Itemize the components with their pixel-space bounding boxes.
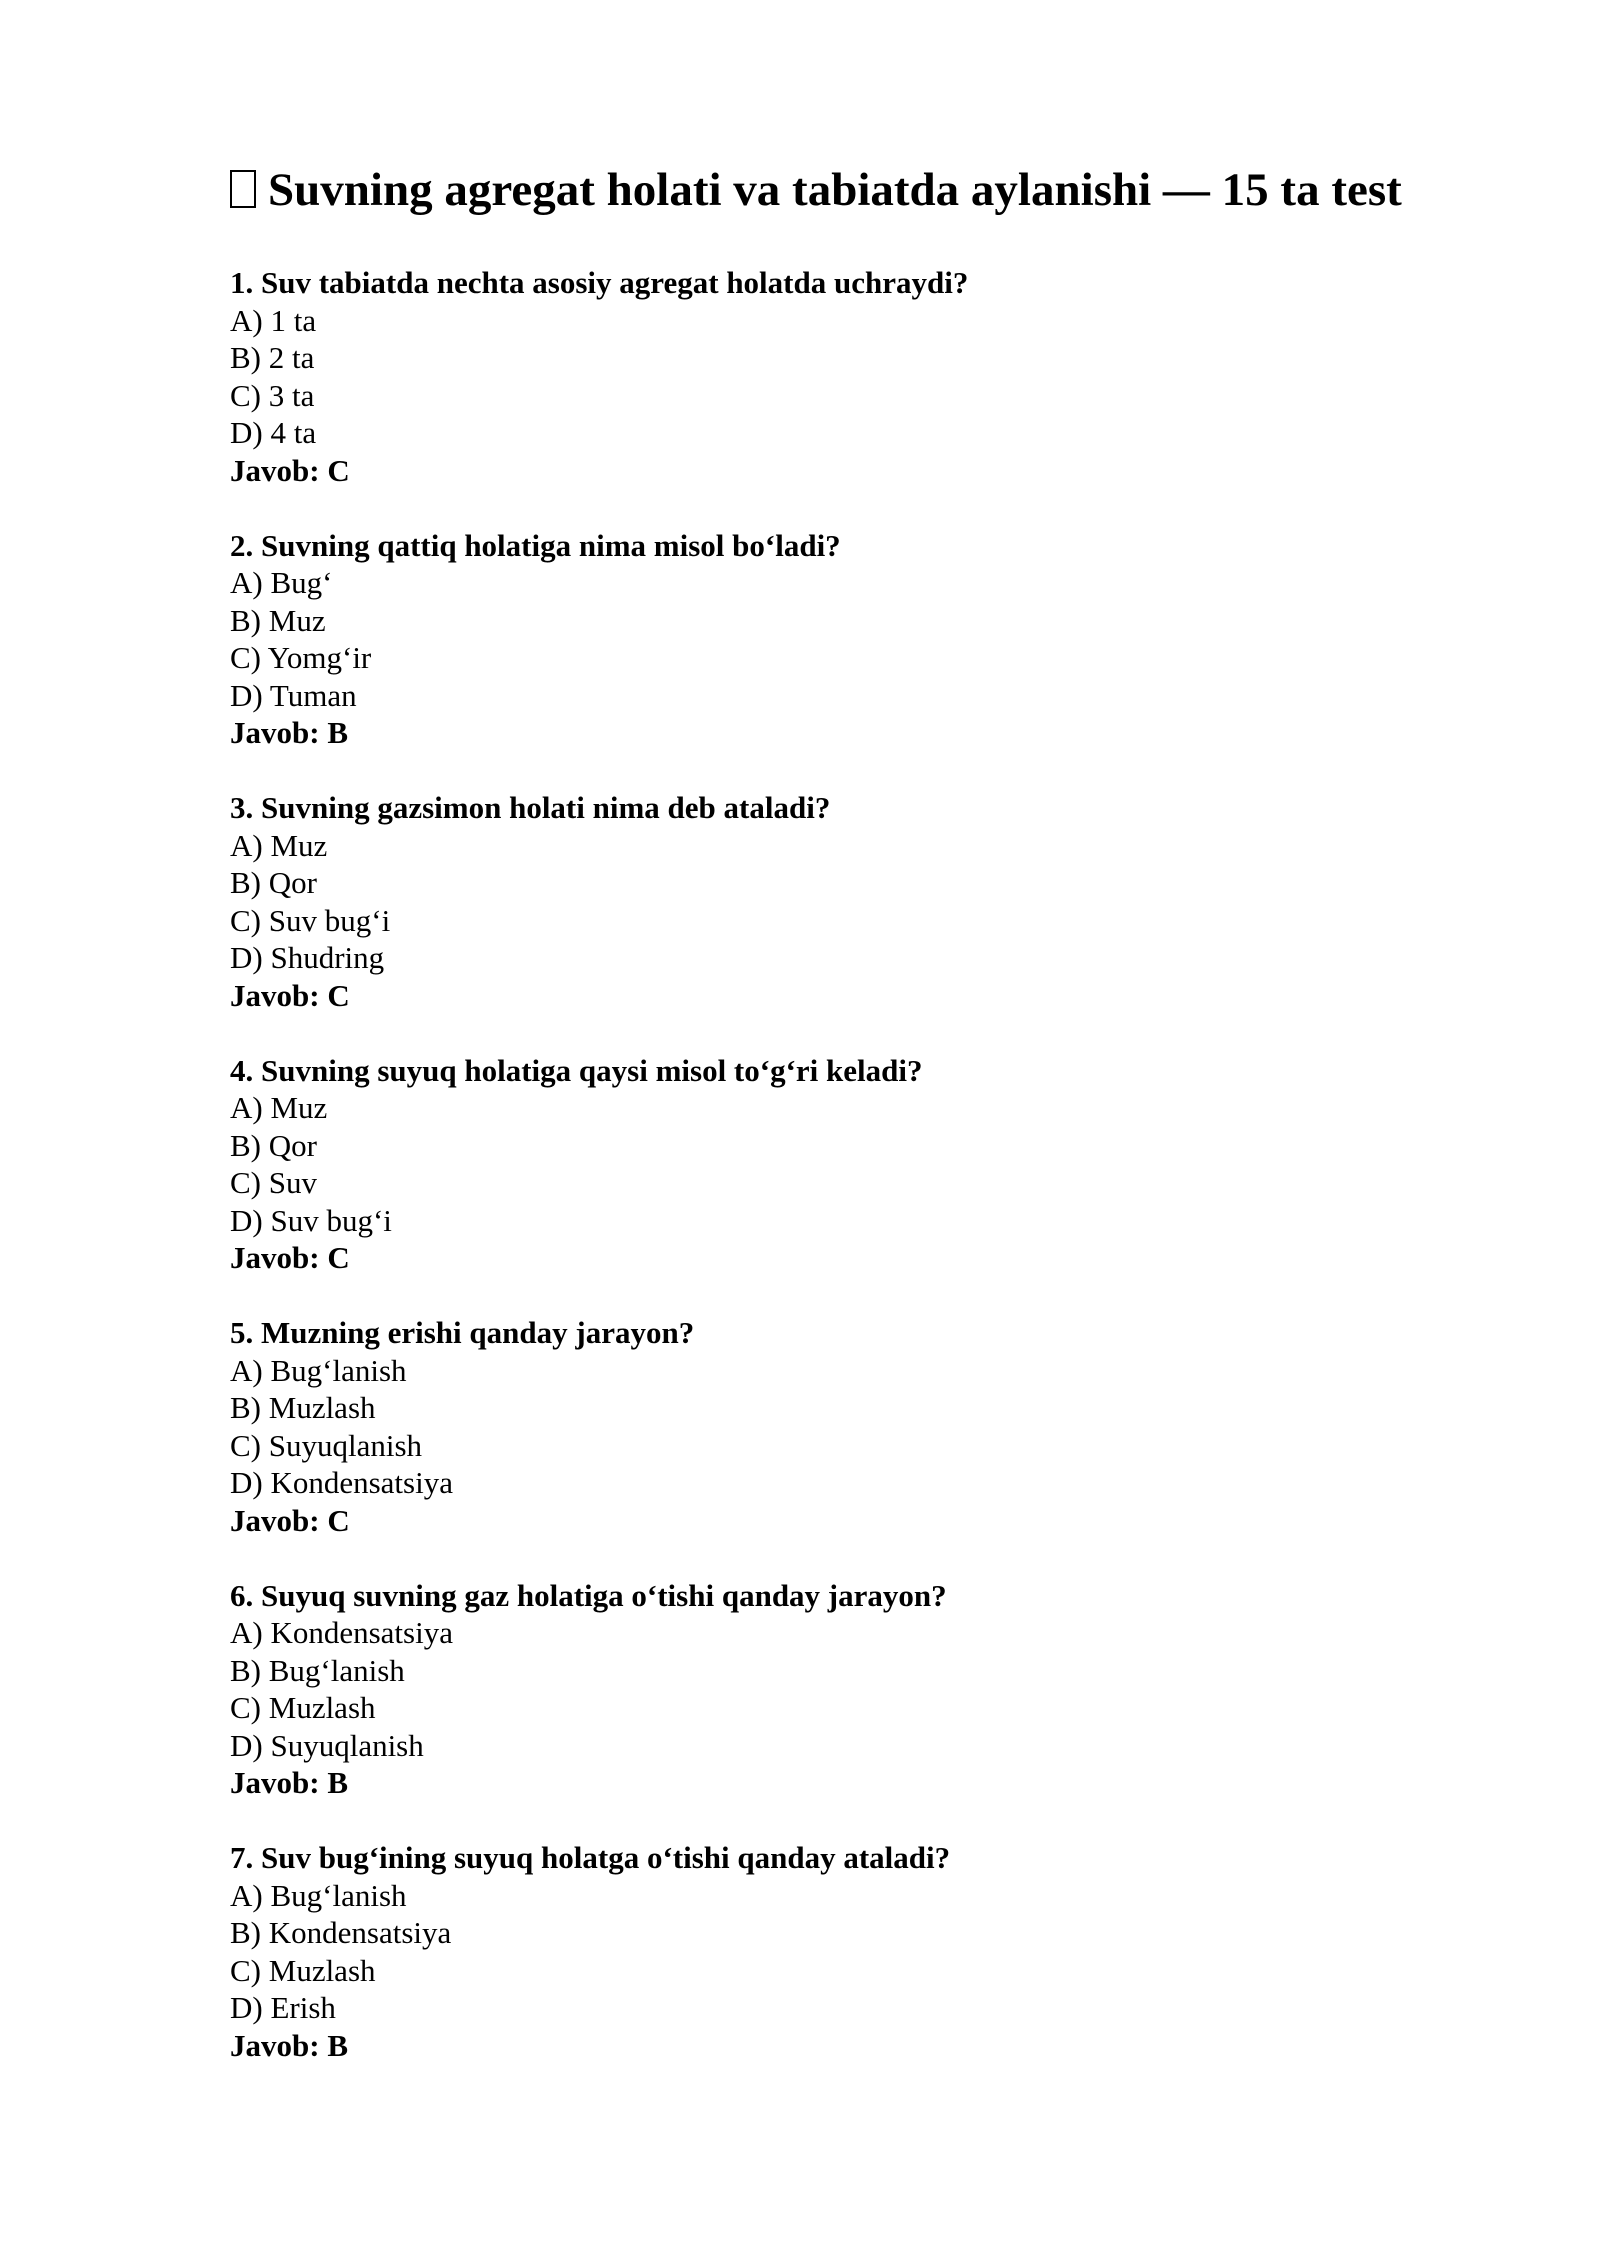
option-c: C) Suyuqlanish xyxy=(230,1427,423,1463)
option-a: A) Bug‘lanish xyxy=(230,1877,407,1913)
option-d: D) Erish xyxy=(230,1990,336,2025)
option-c: C) Suv xyxy=(230,1165,317,1200)
page-title xyxy=(230,158,1530,222)
page-title-text: Suvning agregat holati va tabiatda aylanishi — 15 ta test xyxy=(268,164,1402,216)
option-a: A) Bug‘ xyxy=(230,565,333,600)
option-a: A) Kondensatsiya xyxy=(230,1615,453,1650)
answer-key: Javob: C xyxy=(230,1240,350,1275)
option-b: B) Qor xyxy=(230,1127,317,1163)
option-b: B) Kondensatsiya xyxy=(230,1915,452,1950)
answer-key: Javob: B xyxy=(230,2027,348,2063)
answer-key: Javob: C xyxy=(230,452,350,488)
option-b: B) 2 ta xyxy=(230,340,315,375)
option-b: B) Bug‘lanish xyxy=(230,1652,405,1688)
option-b: B) Qor xyxy=(230,865,317,900)
question-5 xyxy=(230,1314,1530,1539)
question-6 xyxy=(230,1577,1530,1802)
document-page xyxy=(230,158,1530,2102)
question-text: 6. Suyuq suvning gaz holatiga o‘tishi qanday jarayon? xyxy=(230,1577,947,1613)
question-1 xyxy=(230,264,1530,489)
option-b: B) Muz xyxy=(230,602,326,638)
option-d: D) Tuman xyxy=(230,677,357,713)
option-d: D) Kondensatsiya xyxy=(230,1465,453,1500)
question-text: 7. Suv bug‘ining suyuq holatga o‘tishi qanday ataladi? xyxy=(230,1840,951,1875)
option-c: C) Muzlash xyxy=(230,1690,376,1725)
answer-key: Javob: C xyxy=(230,1502,350,1538)
answer-key: Javob: C xyxy=(230,977,350,1013)
question-text: 3. Suvning gazsimon holati nima deb ataladi? xyxy=(230,790,831,825)
option-d: D) Shudring xyxy=(230,940,385,975)
option-c: C) Suv bug‘i xyxy=(230,902,391,938)
answer-key: Javob: B xyxy=(230,715,348,750)
question-text: 4. Suvning suyuq holatiga qaysi misol to‘g‘ri keladi? xyxy=(230,1052,923,1088)
option-a: A) Bug‘lanish xyxy=(230,1352,407,1388)
option-d: D) Suv bug‘i xyxy=(230,1202,392,1238)
option-b: B) Muzlash xyxy=(230,1390,376,1425)
question-7 xyxy=(230,1839,1530,2064)
option-a: A) Muz xyxy=(230,827,328,863)
option-d: D) Suyuqlanish xyxy=(230,1727,424,1763)
question-text: 1. Suv tabiatda nechta asosiy agregat holatda uchraydi? xyxy=(230,265,969,300)
option-d: D) 4 ta xyxy=(230,415,317,450)
option-c: C) 3 ta xyxy=(230,377,315,413)
option-a: A) 1 ta xyxy=(230,302,317,338)
question-4 xyxy=(230,1052,1530,1277)
option-a: A) Muz xyxy=(230,1090,328,1125)
option-c: C) Yomg‘ir xyxy=(230,640,372,675)
missing-glyph-icon xyxy=(230,170,256,208)
question-text: 2. Suvning qattiq holatiga nima misol bo‘ladi? xyxy=(230,527,841,563)
question-text: 5. Muzning erishi qanday jarayon? xyxy=(230,1315,695,1350)
answer-key: Javob: B xyxy=(230,1765,348,1800)
question-3 xyxy=(230,789,1530,1014)
question-2 xyxy=(230,527,1530,752)
option-c: C) Muzlash xyxy=(230,1952,376,1988)
